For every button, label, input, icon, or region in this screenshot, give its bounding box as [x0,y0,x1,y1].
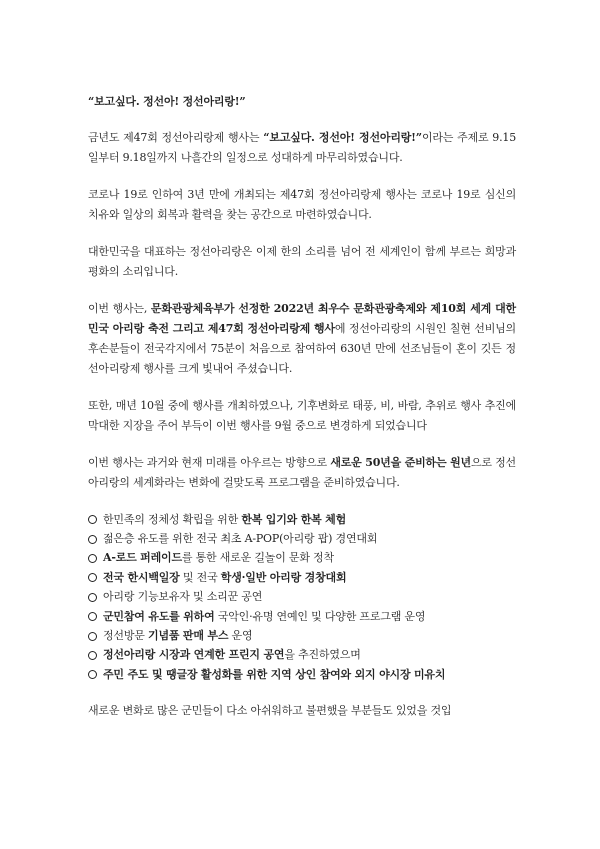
text-span: 젊은층 유도를 위한 전국 최초 A-POP(아리랑 팝) 경연대회 [103,532,378,546]
circle-bullet-icon [88,573,97,582]
bold-text: 문화관광체육부가 선정한 2022년 최우수 문화관광축제와 제10회 세계 대한민국 아리랑 축전 그리고 제47회 정선아리랑제 행사 [88,302,516,335]
text-span: 이번 행사는 과거와 현재 미래를 아우르는 방향으로 [88,456,331,469]
circle-bullet-icon [88,515,97,524]
bold-text: 군민참여 유도를 위하여 [103,609,215,623]
text-span: 를 통한 새로운 길놀이 문화 정착 [181,551,334,565]
bold-text: 주민 주도 및 땡글장 활성화를 위한 지역 상인 참여와 외지 야시장 미유치 [103,667,446,681]
circle-bullet-icon [88,535,97,544]
text-span: 정선방문 [103,629,149,643]
program-list-item [88,588,516,607]
circle-bullet-icon [88,632,97,641]
text-span: 한민족의 정체성 확립을 위한 [103,512,242,526]
bold-text: A-로드 퍼레이드 [103,551,182,565]
text-span: 이번 행사는, [88,302,151,315]
bold-text: 한복 입기와 한복 체험 [241,512,347,526]
text-span: 이라는 주제로 9.15일부터 9.18일까지 나흘간의 일정으로 성대하게 마무리하였습니다. [88,131,517,164]
paragraph [88,242,516,282]
program-list-item [88,626,516,645]
paragraph [88,299,516,379]
closing-paragraph: 새로운 변화로 많은 군민들이 다소 아쉬워하고 불편했을 부분들도 있었을 것입 [88,703,452,717]
text-span: 으로 정선아리랑의 세계화라는 변화에 걸맞도록 프로그램을 준비하였습니다. [88,456,516,489]
bold-text: 기념품 판매 부스 [148,629,229,643]
program-list-item [88,646,516,665]
bold-text: 새로운 50년을 준비하는 원년 [330,456,471,469]
paragraph [88,128,516,168]
bold-text: 정선아리랑 시장과 연계한 프린지 공연 [103,648,285,662]
circle-bullet-icon [88,593,97,602]
paragraph [88,453,516,493]
text-span: 에 정선아리랑의 시원인 칠현 선비님의 후손분들이 전국각지에서 75분이 처음으로 참여하여 630년 만에 선조님들이 혼이 깃든 정선아리랑제 행사를 크게 빛내어 주셨습니다. [88,322,516,375]
program-list-item [88,529,516,548]
circle-bullet-icon [88,670,97,679]
document-title: “보고싶다. 정선아! 정선아리랑!” [88,95,246,108]
program-list-item [88,568,516,587]
text-span: 운영 [228,629,253,643]
program-list-item [88,549,516,568]
circle-bullet-icon [88,612,97,621]
text-span: 을 추진하였으며 [284,648,361,662]
document-body [88,92,516,721]
text-span: 아리랑 기능보유자 및 소리꾼 공연 [103,590,263,604]
text-span: 코로나 19로 인하여 3년 만에 개최되는 제47회 정선아리랑제 행사는 코로나 19로 심신의 치유와 일상의 회복과 활력을 찾는 공간으로 마련하였습니다. [88,188,516,221]
text-span: 국악인·유명 연예인 및 다양한 프로그램 운영 [214,609,426,623]
text-span: 및 전국 [179,570,221,584]
paragraph [88,185,516,225]
bold-text: “보고싶다. 정선아! 정선아리랑!” [263,131,422,144]
bold-text: 전국 한시백일장 [103,570,180,584]
program-list-item [88,510,516,529]
circle-bullet-icon [88,651,97,660]
program-list [88,510,516,685]
text-span: 금년도 제47회 정선아리랑제 행사는 [88,131,264,144]
program-list-item [88,607,516,626]
circle-bullet-icon [88,554,97,563]
text-span: 대한민국을 대표하는 정선아리랑은 이제 한의 소리를 넘어 전 세계인이 함께 부르는 희망과 평화의 소리입니다. [88,245,516,278]
bold-text: 학생·일반 아리랑 경창대회 [220,570,347,584]
text-span: 또한, 매년 10월 중에 행사를 개최하였으나, 기후변화로 태풍, 비, 바람, 추위로 행사 추진에 막대한 지장을 주어 부득이 이번 행사를 9월 중으로 변경하게 되었습니다 [88,399,516,432]
program-list-item [88,665,516,684]
paragraph [88,396,516,436]
